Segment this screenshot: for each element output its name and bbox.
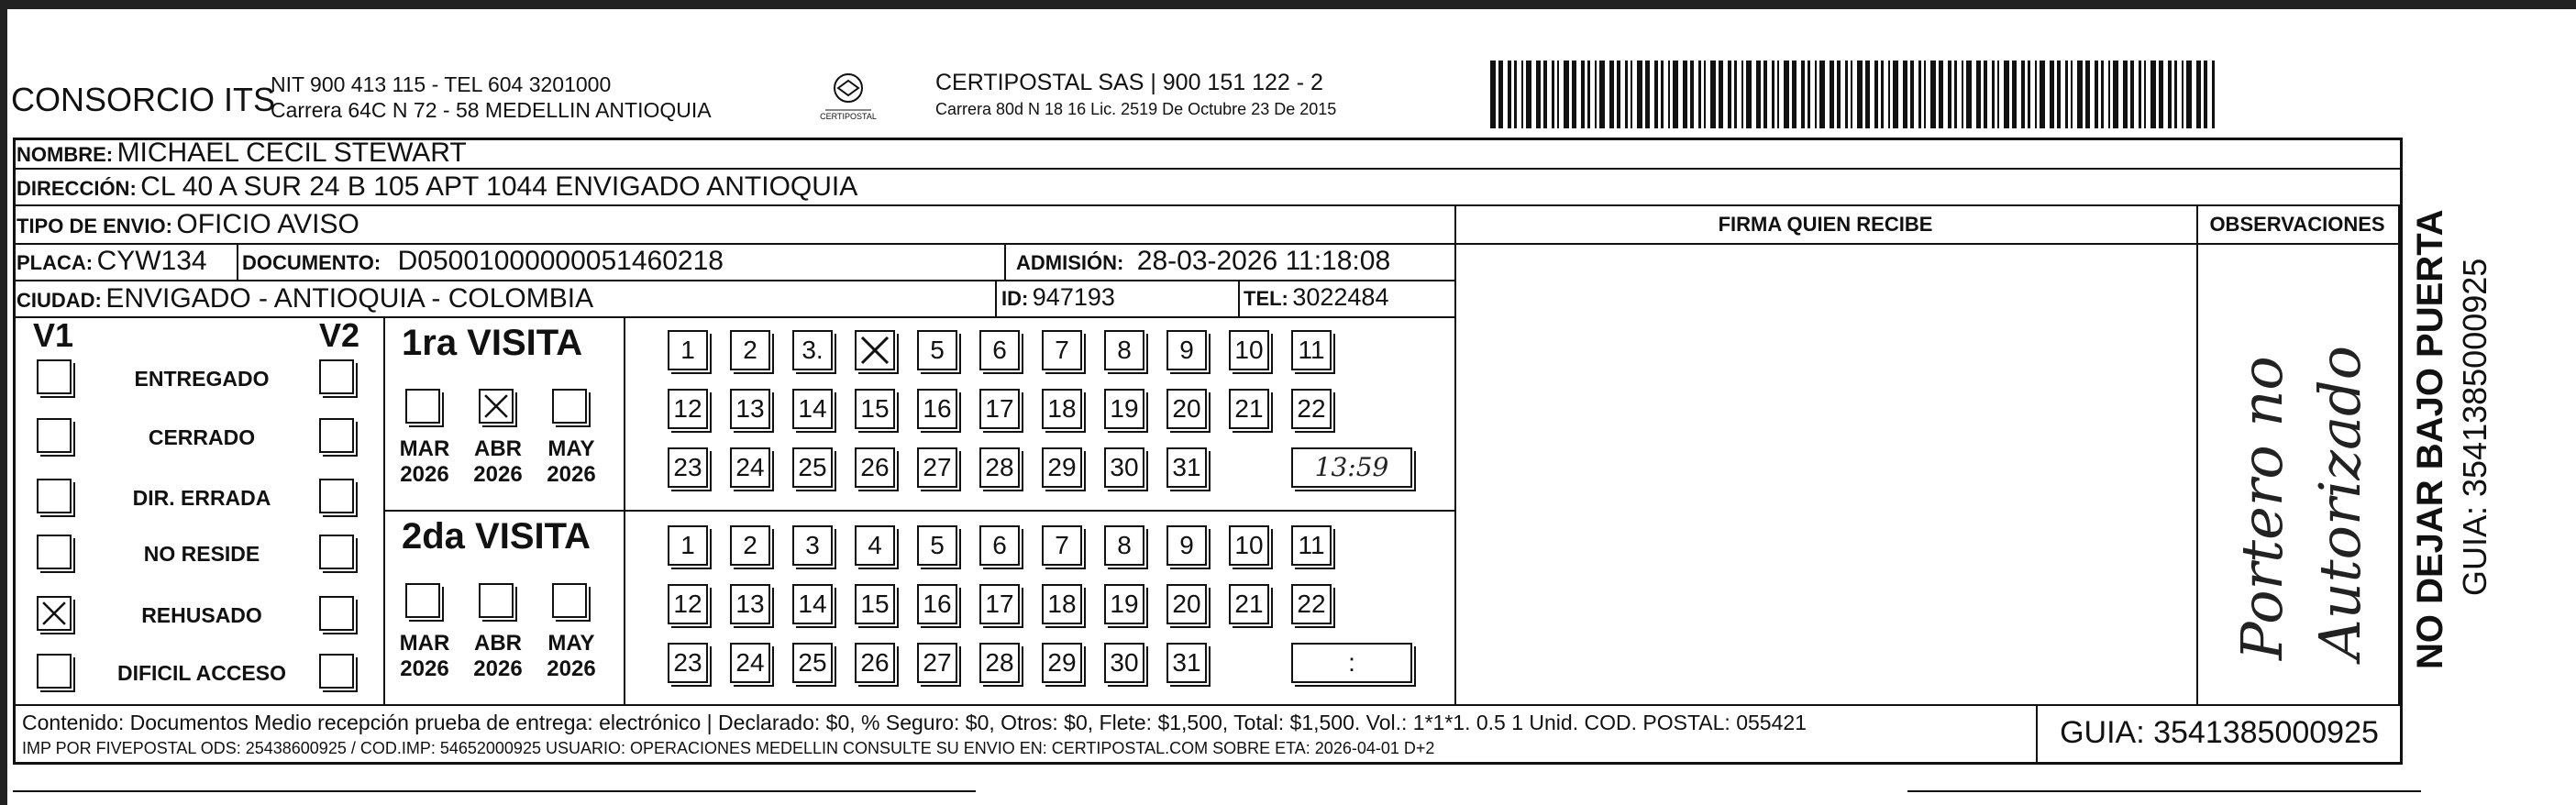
barcode-bar	[2130, 61, 2134, 128]
barcode-bar	[2101, 61, 2104, 128]
day-box[interactable]: 26	[855, 643, 895, 683]
time-box[interactable]: :	[1291, 643, 1412, 683]
row-line	[1454, 243, 2403, 245]
barcode-bar	[2186, 61, 2192, 128]
col-line	[995, 280, 997, 316]
barcode-bar	[1595, 61, 1597, 128]
barcode-bar	[1514, 61, 1517, 128]
status-v1-checkbox[interactable]	[37, 359, 72, 394]
month-year: 2026	[547, 656, 596, 681]
left-border	[0, 0, 7, 805]
barcode-bar	[1930, 61, 1936, 128]
day-box[interactable]: 10	[1229, 330, 1269, 370]
barcode-bar	[1924, 61, 1926, 128]
barcode-bar	[1631, 61, 1632, 128]
day-box[interactable]: 23	[668, 643, 708, 683]
barcode-bar	[1808, 61, 1810, 128]
col-line	[2398, 204, 2400, 704]
day-box[interactable]: 7	[1042, 330, 1082, 370]
barcode	[1490, 61, 2219, 128]
carrier-line-2: Carrera 80d N 18 16 Lic. 2519 De Octubre 23 De 2015	[935, 100, 1337, 118]
day-box[interactable]: 28	[979, 447, 1020, 488]
barcode-bar	[2050, 61, 2054, 128]
direccion-value: CL 40 A SUR 24 B 105 APT 1044 ENVIGADO ANTIOQUIA	[140, 171, 858, 202]
placa-value: CYW134	[96, 246, 207, 276]
month-label	[392, 436, 457, 488]
barcode-bar	[1763, 61, 1767, 128]
footer-content-line: Contenido: Documentos Medio recepción prueba de entrega: electrónico | Declarado: $0, % Seguro: $0, Otros: $0, Flete: $1,500, Total: $1,500. Vol.: 1*1*1. 0.5 1 Unid. COD. POSTAL: 055421	[22, 711, 1807, 734]
barcode-bar	[1536, 61, 1541, 128]
placa-row	[17, 246, 207, 277]
tel-label: TEL:	[1244, 287, 1288, 310]
day-box[interactable]: 14	[792, 584, 833, 624]
barcode-bar	[1815, 61, 1817, 128]
day-box[interactable]: 16	[917, 389, 957, 429]
barcode-bar	[1673, 61, 1678, 128]
company-line-2: Carrera 64C N 72 - 58 MEDELLIN ANTIOQUIA	[271, 98, 712, 122]
month-label	[392, 631, 457, 682]
barcode-bar	[1756, 61, 1761, 128]
status-v2-checkbox[interactable]	[319, 359, 354, 394]
time-box[interactable]: 13:59	[1291, 447, 1412, 488]
direccion-label: DIRECCIÓN:	[17, 177, 137, 200]
day-box[interactable]: 1	[668, 525, 708, 566]
v1-header: V1	[33, 316, 74, 354]
barcode-bar	[1948, 61, 1951, 128]
barcode-bar	[1690, 61, 1694, 128]
barcode-bar	[1564, 61, 1569, 128]
footer-line	[13, 704, 2403, 706]
day-box[interactable]: 18	[1042, 584, 1082, 624]
day-box[interactable]: 21	[1229, 389, 1269, 429]
day-box[interactable]: 22	[1291, 389, 1332, 429]
barcode-bar	[1668, 61, 1670, 128]
barcode-bar	[1903, 61, 1907, 128]
barcode-bar	[1587, 61, 1590, 128]
status-v2-checkbox[interactable]	[319, 418, 354, 453]
status-label: ENTREGADO	[134, 367, 270, 391]
tipo-value: OFICIO AVISO	[176, 209, 359, 239]
barcode-bar	[1498, 61, 1503, 128]
day-box[interactable]: 27	[917, 643, 957, 683]
day-box[interactable]: 3.	[792, 330, 833, 370]
day-box[interactable]: 12	[668, 389, 708, 429]
day-box[interactable]: 30	[1104, 643, 1144, 683]
status-v1-checkbox[interactable]	[37, 479, 72, 513]
col-line	[1454, 204, 1456, 704]
col-line	[237, 243, 238, 280]
barcode-bar	[1683, 61, 1687, 128]
month-checkbox-mar[interactable]	[405, 583, 440, 618]
day-box[interactable]	[855, 330, 895, 370]
day-box[interactable]: 9	[1166, 330, 1207, 370]
barcode-bar	[2196, 61, 2201, 128]
barcode-bar	[1997, 61, 1999, 128]
day-box[interactable]: 29	[1042, 643, 1082, 683]
barcode-bar	[1552, 61, 1554, 128]
barcode-bar	[1490, 61, 1496, 128]
barcode-bar	[2144, 61, 2146, 128]
barcode-bar	[1962, 61, 1963, 128]
barcode-bar	[1654, 61, 1658, 128]
day-box[interactable]: 20	[1166, 389, 1207, 429]
day-box[interactable]: 16	[917, 584, 957, 624]
day-box[interactable]: 6	[979, 330, 1020, 370]
barcode-bar	[2139, 61, 2141, 128]
status-label: REHUSADO	[141, 603, 262, 627]
day-box[interactable]: 31	[1166, 643, 1207, 683]
tel-row	[1244, 283, 1388, 312]
barcode-bar	[1819, 61, 1825, 128]
day-box[interactable]: 28	[979, 643, 1020, 683]
day-box[interactable]: 30	[1104, 447, 1144, 488]
barcode-bar	[1704, 61, 1706, 128]
certipostal-logo	[807, 68, 890, 128]
barcode-bar	[1719, 61, 1723, 128]
carrier-line-1: CERTIPOSTAL SAS | 900 151 122 - 2	[935, 70, 1323, 95]
day-box[interactable]: 3	[792, 525, 833, 566]
barcode-bar	[1801, 61, 1805, 128]
barcode-bar	[2182, 61, 2184, 128]
col-line	[1238, 280, 1240, 316]
side-guia: GUIA: 3541385000925	[2456, 258, 2493, 596]
month-name: ABR	[474, 631, 522, 656]
barcode-bar	[2040, 61, 2045, 128]
day-box[interactable]: 20	[1166, 584, 1207, 624]
day-box[interactable]: 17	[979, 389, 1020, 429]
id-label: ID:	[1001, 287, 1029, 310]
barcode-bar	[1830, 61, 1834, 128]
barcode-bar	[1992, 61, 1995, 128]
day-box[interactable]: 15	[855, 584, 895, 624]
barcode-bar	[1910, 61, 1914, 128]
company-info	[271, 72, 712, 123]
day-box[interactable]: 27	[917, 447, 957, 488]
status-v2-checkbox[interactable]	[319, 479, 354, 513]
admision-label: ADMISIÓN:	[1016, 251, 1124, 274]
day-box[interactable]: 5	[917, 330, 957, 370]
barcode-bar	[1645, 61, 1650, 128]
barcode-bar	[2108, 61, 2110, 128]
barcode-bar	[1521, 61, 1523, 128]
row-line	[13, 204, 2403, 206]
observaciones-label: OBSERVACIONES	[2209, 213, 2385, 236]
day-box[interactable]: 5	[917, 525, 957, 566]
day-box[interactable]: 29	[1042, 447, 1082, 488]
barcode-bar	[1698, 61, 1701, 128]
barcode-bar	[1845, 61, 1848, 128]
nombre-label: NOMBRE:	[17, 143, 114, 166]
barcode-bar	[1710, 61, 1716, 128]
id-value: 947193	[1032, 283, 1115, 311]
documento-value: D05001000000051460218	[397, 246, 724, 276]
status-v2-checkbox[interactable]	[319, 654, 354, 689]
barcode-bar	[2174, 61, 2177, 128]
barcode-bar	[2028, 61, 2030, 128]
status-v2-checkbox[interactable]	[319, 596, 354, 631]
barcode-bar	[1976, 61, 1981, 128]
nombre-value: MICHAEL CECIL STEWART	[116, 138, 467, 168]
day-box[interactable]: 26	[855, 447, 895, 488]
month-checkbox-abr[interactable]	[479, 583, 514, 618]
footer-print-line: IMP POR FIVEPOSTAL ODS: 25438600925 / COD.IMP: 54652000925 USUARIO: OPERACIONES MEDELLIN CONSULTE SU ENVIO EN: CERTIPOSTAL.COM SOBRE ETA: 2026-04-01 D+2	[22, 739, 1435, 757]
barcode-bar	[2212, 61, 2215, 128]
day-box[interactable]: 6	[979, 525, 1020, 566]
month-label	[466, 631, 530, 682]
visit1-title: 1ra VISITA	[402, 323, 583, 363]
barcode-bar	[1734, 61, 1737, 128]
day-box[interactable]: 2	[730, 525, 770, 566]
barcode-bar	[1526, 61, 1531, 128]
status-v1-checkbox[interactable]	[37, 654, 72, 689]
barcode-bar	[1918, 61, 1921, 128]
day-box[interactable]: 11	[1291, 525, 1332, 566]
barcode-bar	[2159, 61, 2163, 128]
day-box[interactable]: 7	[1042, 525, 1082, 566]
day-box[interactable]: 19	[1104, 389, 1144, 429]
month-label	[466, 436, 530, 488]
day-box[interactable]: 4	[855, 525, 895, 566]
barcode-bar	[2168, 61, 2172, 128]
day-box[interactable]: 23	[668, 447, 708, 488]
barcode-bar	[1617, 61, 1620, 128]
status-v2-checkbox[interactable]	[319, 535, 354, 569]
carrier-info	[935, 70, 1336, 119]
status-label: DIFICIL ACCESO	[116, 661, 286, 685]
day-box[interactable]: 31	[1166, 447, 1207, 488]
documento-label: DOCUMENTO:	[242, 251, 381, 274]
barcode-bar	[2071, 61, 2073, 128]
barcode-bar	[1777, 61, 1779, 128]
status-label: NO RESIDE	[143, 542, 260, 566]
barcode-bar	[2004, 61, 2009, 128]
tipo-row	[17, 209, 359, 240]
month-checkbox-may[interactable]	[552, 583, 587, 618]
barcode-bar	[1661, 61, 1664, 128]
day-box[interactable]: 18	[1042, 389, 1082, 429]
admision-value: 28-03-2026 11:18:08	[1136, 246, 1391, 276]
v2-header: V2	[319, 316, 360, 354]
top-border	[0, 0, 2576, 9]
barcode-bar	[2150, 61, 2156, 128]
barcode-bar	[1784, 61, 1789, 128]
barcode-bar	[1874, 61, 1878, 128]
day-box[interactable]: 2	[730, 330, 770, 370]
day-box[interactable]: 25	[792, 643, 833, 683]
bottom-line	[13, 790, 976, 792]
barcode-bar	[1792, 61, 1797, 128]
ciudad-row	[17, 283, 593, 314]
barcode-bar	[2021, 61, 2025, 128]
barcode-bar	[2065, 61, 2068, 128]
documento-row	[242, 246, 724, 277]
day-box[interactable]: 13	[730, 389, 770, 429]
barcode-bar	[1746, 61, 1752, 128]
barcode-bar	[1837, 61, 1841, 128]
month-name: ABR	[474, 436, 522, 461]
day-box[interactable]: 12	[668, 584, 708, 624]
barcode-bar	[1939, 61, 1943, 128]
barcode-bar	[1954, 61, 1957, 128]
day-box[interactable]: 22	[1291, 584, 1332, 624]
barcode-bar	[2113, 61, 2118, 128]
nombre-row	[17, 138, 467, 169]
barcode-bar	[2012, 61, 2017, 128]
company-line-1: NIT 900 413 115 - TEL 604 3201000	[271, 72, 612, 96]
barcode-bar	[2077, 61, 2083, 128]
observaciones-handwritten-1: Portero no	[2228, 356, 2295, 660]
day-box[interactable]: 19	[1104, 584, 1144, 624]
barcode-bar	[1881, 61, 1884, 128]
month-label	[539, 436, 603, 488]
admision-row	[1016, 246, 1390, 277]
day-box[interactable]: 13	[730, 584, 770, 624]
month-checkbox-mar[interactable]	[405, 389, 440, 424]
barcode-bar	[2095, 61, 2098, 128]
day-box[interactable]: 1	[668, 330, 708, 370]
status-label: DIR. ERRADA	[132, 486, 271, 510]
id-row	[1001, 283, 1115, 312]
side-title: NO DEJAR BAJO PUERTA	[2410, 209, 2450, 669]
placa-label: PLACA:	[17, 251, 94, 274]
col-line	[1004, 243, 1006, 280]
barcode-bar	[1888, 61, 1890, 128]
direccion-row	[17, 171, 857, 203]
month-year: 2026	[547, 462, 596, 487]
barcode-bar	[1865, 61, 1870, 128]
company-name: CONSORCIO ITS	[11, 81, 276, 118]
row-line	[13, 243, 1454, 245]
barcode-bar	[2035, 61, 2037, 128]
barcode-bar	[1599, 61, 1605, 128]
tipo-label: TIPO DE ENVIO:	[17, 215, 172, 237]
barcode-bar	[1857, 61, 1863, 128]
day-box[interactable]: 15	[855, 389, 895, 429]
day-box[interactable]: 21	[1229, 584, 1269, 624]
month-year: 2026	[400, 656, 449, 681]
day-box[interactable]: 24	[730, 447, 770, 488]
day-box[interactable]: 10	[1229, 525, 1269, 566]
bottom-line	[1907, 790, 2421, 792]
barcode-bar	[2123, 61, 2128, 128]
month-name: MAR	[399, 436, 450, 461]
firma-label: FIRMA QUIEN RECIBE	[1718, 213, 1933, 236]
logo-text: CERTIPOSTAL	[820, 112, 877, 121]
month-checkbox-abr[interactable]	[479, 389, 514, 424]
month-checkbox-may[interactable]	[552, 389, 587, 424]
month-name: MAY	[547, 436, 595, 461]
month-year: 2026	[400, 462, 449, 487]
barcode-bar	[1581, 61, 1585, 128]
day-box[interactable]: 25	[792, 447, 833, 488]
day-box[interactable]: 24	[730, 643, 770, 683]
col-line	[2196, 204, 2198, 704]
month-name: MAR	[399, 631, 450, 656]
status-v1-checkbox[interactable]	[37, 535, 72, 569]
day-box[interactable]: 8	[1104, 525, 1144, 566]
barcode-bar	[1984, 61, 1987, 128]
day-box[interactable]: 17	[979, 584, 1020, 624]
barcode-bar	[1609, 61, 1614, 128]
barcode-bar	[2085, 61, 2090, 128]
barcode-bar	[1772, 61, 1774, 128]
visit2-title: 2da VISITA	[402, 516, 591, 557]
barcode-bar	[1966, 61, 1972, 128]
barcode-bar	[1543, 61, 1547, 128]
barcode-bar	[2057, 61, 2061, 128]
footer-guia: GUIA: 3541385000925	[2060, 715, 2379, 750]
status-v1-checkbox[interactable]	[37, 418, 72, 453]
status-v1-checkbox[interactable]	[37, 596, 72, 631]
barcode-bar	[2204, 61, 2207, 128]
observaciones-handwritten-2: Autorizado	[2306, 345, 2373, 660]
barcode-bar	[1557, 61, 1559, 128]
barcode-bar	[1572, 61, 1576, 128]
month-label	[539, 631, 603, 682]
row-line	[13, 316, 1454, 318]
barcode-bar	[1625, 61, 1628, 128]
month-name: MAY	[547, 631, 595, 656]
ciudad-label: CIUDAD:	[17, 289, 102, 312]
day-box[interactable]: 8	[1104, 330, 1144, 370]
month-year: 2026	[473, 656, 523, 681]
barcode-bar	[1728, 61, 1731, 128]
barcode-bar	[1893, 61, 1898, 128]
visit-divider	[383, 510, 1454, 512]
status-label: CERRADO	[148, 425, 256, 449]
barcode-bar	[1851, 61, 1852, 128]
ciudad-value: ENVIGADO - ANTIOQUIA - COLOMBIA	[105, 283, 594, 314]
barcode-bar	[1508, 61, 1511, 128]
day-box[interactable]: 14	[792, 389, 833, 429]
tel-value: 3022484	[1292, 283, 1389, 311]
barcode-bar	[1741, 61, 1743, 128]
day-box[interactable]: 11	[1291, 330, 1332, 370]
day-box[interactable]: 9	[1166, 525, 1207, 566]
month-year: 2026	[473, 462, 523, 487]
barcode-bar	[1637, 61, 1642, 128]
